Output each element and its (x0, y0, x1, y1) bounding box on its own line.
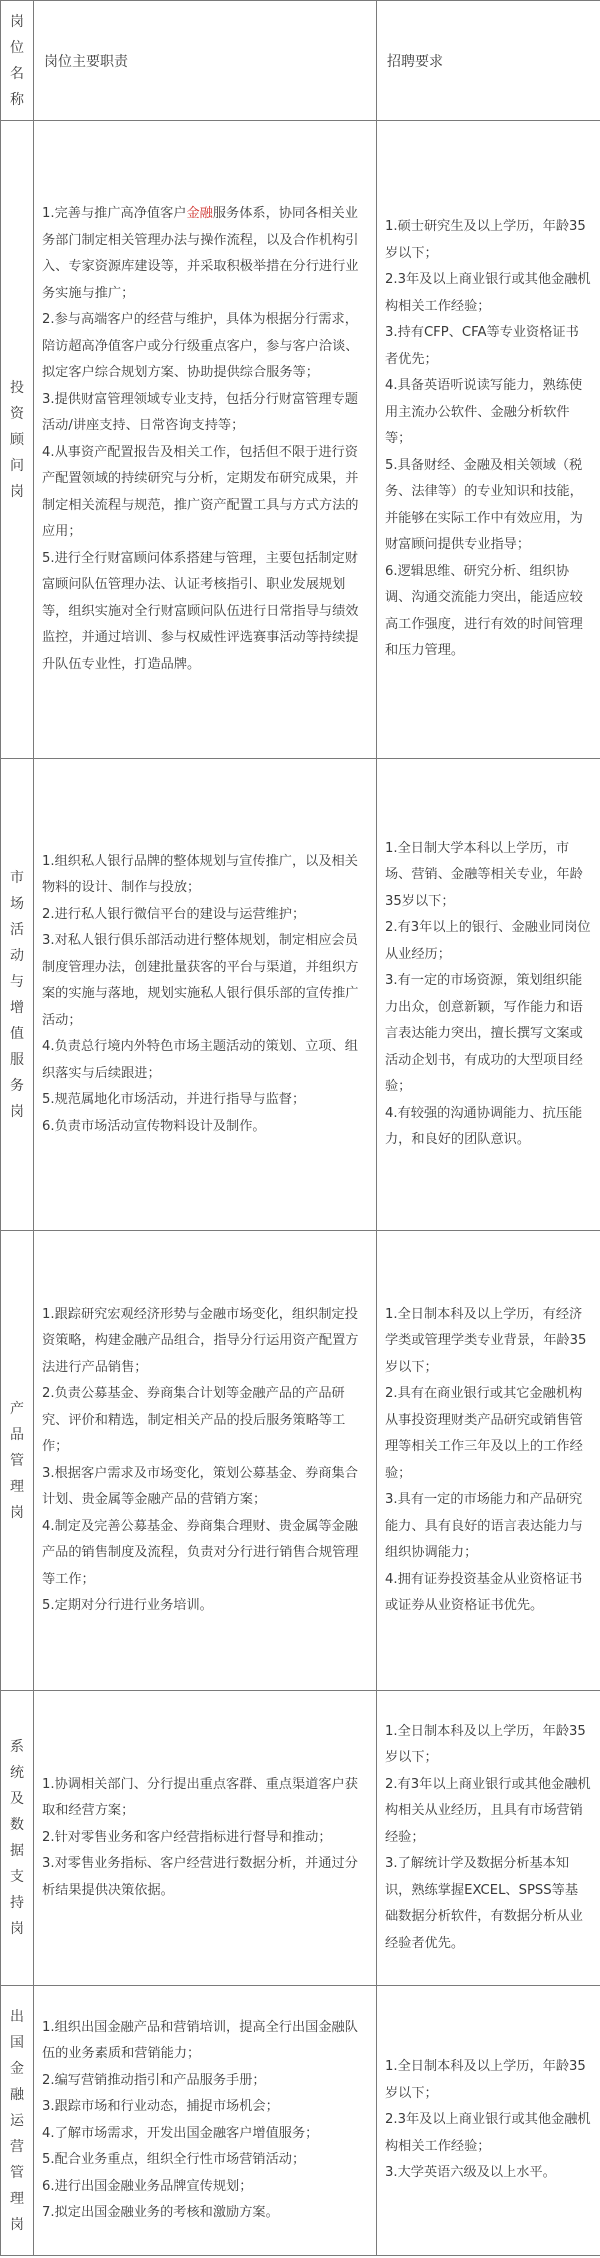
duty-item: 3.对私人银行俱乐部活动进行整体规划，制定相应会员制度管理办法，创建批量获客的平台与渠道，并组织方案的实施与落地，规划实施私人银行俱乐部的宣传推广活动； (42, 933, 359, 1028)
requirement-item: 4.拥有证券投资基金从业资格证书或证券从业资格证书优先。 (385, 1571, 583, 1613)
requirement-item: 2.具有在商业银行或其它金融机构从事投资理财类产品研究或销售管理等相关工作三年及以上的工作经验； (385, 1386, 583, 1481)
duty-item: 2.进行私人银行微信平台的建设与运营维护； (42, 906, 306, 922)
position-name: 市场活动与增值服务岗 (10, 869, 24, 1120)
table-row (1, 1231, 600, 1691)
duty-item: 3.对零售业务指标、客户经营进行数据分析，并通过分析结果提供决策依据。 (42, 1856, 358, 1898)
duty-item: 1.组织出国金融产品和营销培训，提高全行出国金融队伍的业务素质和营销能力； (42, 2019, 358, 2061)
position-name-cell (1, 121, 34, 759)
requirement-item: 4.有较强的沟通协调能力、抗压能力，和良好的团队意识。 (385, 1105, 583, 1147)
requirement-item: 3.大学英语六级及以上水平。 (385, 2165, 556, 2181)
requirement-item: 1.全日制本科及以上学历，年龄35岁以下； (385, 2059, 586, 2101)
requirement-item: 4.具备英语听说读写能力，熟练使用主流办公软件、金融分析软件等； (385, 378, 583, 447)
duty-item: 7.拟定出国金融业务的考核和激励方案。 (42, 2205, 279, 2220)
duty-item: 4.负责总行境内外特色市场主题活动的策划、立项、组织落实与后续跟进； (42, 1039, 358, 1081)
duties-cell (34, 1691, 377, 1986)
duty-item: 2.针对零售业务和客户经营指标进行督导和推动； (42, 1829, 332, 1845)
requirement-item: 1.全日制大学本科以上学历，市场、营销、金融等相关专业，年龄35岁以下； (385, 840, 583, 909)
requirement-item: 3.有一定的市场资源，策划组织能力出众，创意新颖，写作能力和语言表达能力突出，擅长撰写文案或活动企划书，有成功的大型项目经验； (385, 973, 583, 1094)
duty-item: 1.跟踪研究宏观经济形势与金融市场变化，组织制定投资策略，构建金融产品组合，指导分行运用资产配置方法进行产品销售； (42, 1306, 359, 1375)
header-name-label: 岗位名称 (10, 13, 24, 108)
header-cell-requirements (377, 1, 600, 121)
duty-item (42, 201, 367, 307)
duty-item: 2.负责公募基金、券商集合计划等金融产品的产品研究、评价和精选，制定相关产品的投后服务策略等工作； (42, 1386, 346, 1454)
duty-text-part: 服务体系，协同各相关业务部门制定相关管理办法与操作流程，以及合作机构引入、专家资源库建设等，并采取积极举措在分行进行业务实施与推广； (42, 206, 359, 301)
requirement-item: 2.有3年以上的银行、金融业同岗位从业经历； (385, 920, 591, 962)
requirement-item: 2.3年及以上商业银行或其他金融机构相关工作经验； (385, 272, 591, 314)
requirements-cell (377, 121, 600, 759)
requirement-item: 3.持有CFP、CFA等专业资格证书者优先； (385, 325, 579, 367)
duties-cell (34, 759, 377, 1231)
requirement-item: 3.了解统计学及数据分析基本知识，熟练掌握EXCEL、SPSS等基础数据分析软件，有数据分析从业经验者优先。 (385, 1856, 583, 1951)
requirement-item: 5.具备财经、金融及相关领域（税务、法律等）的专业知识和技能，并能够在实际工作中有效应用，为财富顾问提供专业指导； (385, 457, 583, 553)
header-cell-duties (34, 1, 377, 121)
position-name-cell (1, 759, 34, 1231)
duty-item: 2.参与高端客户的经营与维护，具体为根据分行需求，陪访超高净值客户或分行级重点客户，参与客户洽谈、拟定客户综合规划方案、协助提供综合服务等； (42, 312, 359, 380)
duty-item: 1.协调相关部门、分行提出重点客群、重点渠道客户获取和经营方案； (42, 1776, 358, 1819)
position-name-cell (1, 1691, 34, 1986)
requirement-item: 1.全日制本科及以上学历，年龄35岁以下； (385, 1723, 586, 1766)
requirement-item: 6.逻辑思维、研究分析、组织协调、沟通交流能力突出，能适应较高工作强度，进行有效的时间管理和压力管理。 (385, 563, 583, 659)
requirement-item: 1.硕士研究生及以上学历，年龄35岁以下； (385, 219, 586, 261)
duty-item: 5.进行全行财富顾问体系搭建与管理，主要包括制定财富顾问队伍管理办法、认证考核指引、职业发展规划等，组织实施对全行财富顾问队伍进行日常指导与绩效监控，并通过培训、参与权威性评选赛事活动等持续提升队伍专业性，打造品牌。 (42, 550, 359, 672)
duty-item: 4.制定及完善公募基金、券商集合理财、贵金属等金融产品的销售制度及流程，负责对分行进行销售合规管理等工作； (42, 1518, 359, 1587)
requirement-item: 1.全日制本科及以上学历，有经济学类或管理学类专业背景，年龄35岁以下； (385, 1306, 587, 1375)
position-name-cell (1, 1986, 34, 2256)
header-requirements-label: 招聘要求 (387, 53, 443, 70)
duty-item: 2.编写营销推动指引和产品服务手册； (42, 2072, 266, 2088)
table-row (1, 121, 600, 759)
duty-item: 5.配合业务重点，组织全行性市场营销活动； (42, 2152, 306, 2167)
header-duties-label: 岗位主要职责 (44, 53, 128, 70)
duty-item: 6.进行出国金融业务品牌宣传规划； (42, 2178, 253, 2194)
duties-cell (34, 1986, 377, 2256)
duty-item: 3.跟踪市场和行业动态，捕捉市场机会； (42, 2099, 279, 2114)
header-cell-name (1, 1, 34, 121)
duty-item: 6.负责市场活动宣传物料设计及制作。 (42, 1118, 266, 1134)
requirements-cell (377, 759, 600, 1231)
requirements-cell (377, 1231, 600, 1691)
requirement-item: 2.有3年以上商业银行或其他金融机构相关从业经历，且具有市场营销经验； (385, 1776, 591, 1845)
duty-item: 1.组织私人银行品牌的整体规划与宣传推广，以及相关物料的设计、制作与投放； (42, 853, 358, 896)
duty-item: 4.从事资产配置报告及相关工作，包括但不限于进行资产配置领域的持续研究与分析，定期发布研究成果，并制定相关流程与规范，推广资产配置工具与方式方法的应用； (42, 444, 359, 539)
requirement-item: 3.具有一定的市场能力和产品研究能力、具有良好的语言表达能力与组织协调能力； (385, 1492, 583, 1560)
duties-cell (34, 1231, 377, 1691)
duty-text-part: 1.完善与推广高净值客户 (42, 206, 187, 221)
duty-item: 3.根据客户需求及市场变化，策划公募基金、券商集合计划、贵金属等金融产品的营销方案； (42, 1465, 358, 1507)
requirements-cell (377, 1986, 600, 2256)
position-name: 投资顾问岗 (10, 379, 24, 500)
highlighted-keyword: 金融 (186, 206, 213, 221)
position-name: 产品管理岗 (10, 1400, 24, 1521)
requirements-cell (377, 1691, 600, 1986)
table-row (1, 1691, 600, 1986)
position-name: 系统及数据支持岗 (10, 1739, 24, 1937)
duty-item: 5.规范属地化市场活动，并进行指导与监督； (42, 1092, 306, 1108)
table-header-row (1, 1, 600, 121)
table-row (1, 759, 600, 1231)
position-name: 出国金融运营管理岗 (10, 2008, 24, 2233)
duties-cell (34, 121, 377, 759)
duty-item: 5.定期对分行进行业务培训。 (42, 1598, 213, 1613)
requirement-item: 2.3年及以上商业银行或其他金融机构相关工作经验； (385, 2112, 591, 2154)
position-name-cell (1, 1231, 34, 1691)
duty-item: 4.了解市场需求，开发出国金融客户增值服务； (42, 2125, 319, 2141)
table-row (1, 1986, 600, 2256)
duty-item: 3.提供财富管理领域专业支持，包括分行财富管理专题活动/讲座支持、日常咨询支持等； (42, 391, 358, 433)
